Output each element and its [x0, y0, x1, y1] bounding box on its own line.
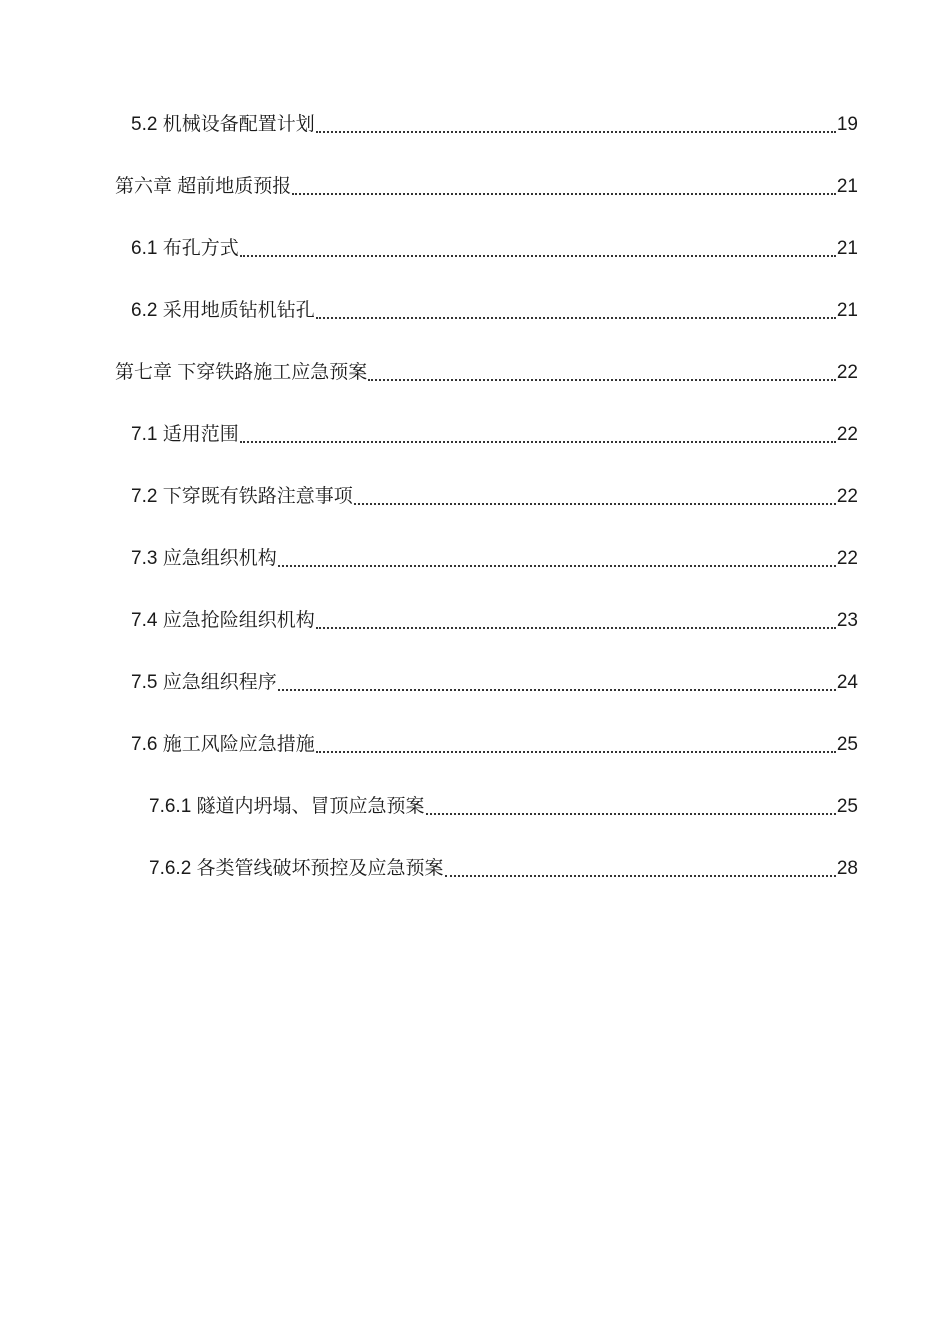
toc-page-number: 22	[836, 548, 858, 569]
dot-leader	[426, 813, 836, 815]
toc-entry-label: 第七章 下穿铁路施工应急预案	[115, 362, 368, 383]
toc-entry[interactable]	[131, 668, 858, 698]
toc-entry-label: 7.1 适用范围	[131, 424, 239, 445]
toc-entry[interactable]	[115, 172, 858, 202]
toc-entry[interactable]	[131, 730, 858, 760]
toc-page-number: 22	[836, 486, 858, 507]
dot-leader	[354, 503, 836, 505]
toc-entry-label: 6.2 采用地质钻机钻孔	[131, 300, 315, 321]
toc-page-number: 24	[836, 672, 858, 693]
dot-leader	[316, 317, 836, 319]
toc-page-number: 23	[836, 610, 858, 631]
toc-entry-label: 7.4 应急抢险组织机构	[131, 610, 315, 631]
toc-entry-label: 7.3 应急组织机构	[131, 548, 277, 569]
dot-leader	[368, 379, 836, 381]
toc-entry-label: 7.6 施工风险应急措施	[131, 734, 315, 755]
toc-entry-label: 7.5 应急组织程序	[131, 672, 277, 693]
toc-page-number: 21	[836, 176, 858, 197]
toc-entry-label: 5.2 机械设备配置计划	[131, 114, 315, 135]
toc-entry-label: 7.6.1 隧道内坍塌、冒顶应急预案	[149, 796, 425, 817]
toc-entry-label: 第六章 超前地质预报	[115, 176, 292, 197]
toc-page-number: 21	[836, 238, 858, 259]
toc-entry[interactable]	[131, 482, 858, 512]
dot-leader	[316, 131, 836, 133]
toc-entry[interactable]	[149, 854, 858, 884]
toc-entry[interactable]	[115, 358, 858, 388]
dot-leader	[445, 875, 836, 877]
dot-leader	[316, 627, 836, 629]
dot-leader	[316, 751, 836, 753]
toc-page-number: 22	[836, 362, 858, 383]
toc-entry[interactable]	[131, 296, 858, 326]
dot-leader	[240, 255, 836, 257]
toc-entry-label: 7.2 下穿既有铁路注意事项	[131, 486, 353, 507]
toc-entry[interactable]	[131, 544, 858, 574]
toc-page-number: 28	[836, 858, 858, 879]
toc-entry[interactable]	[131, 110, 858, 140]
toc-entry[interactable]	[131, 420, 858, 450]
toc-entry[interactable]	[149, 792, 858, 822]
dot-leader	[278, 565, 836, 567]
toc-entry-label: 6.1 布孔方式	[131, 238, 239, 259]
toc-page-number: 19	[836, 114, 858, 135]
toc-entry-label: 7.6.2 各类管线破坏预控及应急预案	[149, 858, 444, 879]
dot-leader	[278, 689, 836, 691]
dot-leader	[240, 441, 836, 443]
toc-page-number: 21	[836, 300, 858, 321]
toc-page-number: 22	[836, 424, 858, 445]
dot-leader	[292, 193, 836, 195]
toc-page-number: 25	[836, 734, 858, 755]
toc-entry[interactable]	[131, 606, 858, 636]
toc-entry[interactable]	[131, 234, 858, 264]
toc-page-number: 25	[836, 796, 858, 817]
